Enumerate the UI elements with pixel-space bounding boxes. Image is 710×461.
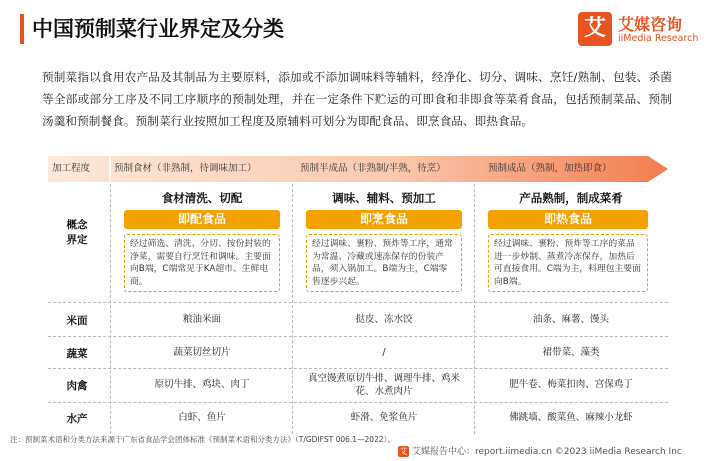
footer-credit	[398, 444, 682, 457]
divider	[110, 184, 111, 434]
row-label-meat-poultry: 肉禽	[66, 380, 88, 392]
category-pill-ready-to-cook: 即烹食品	[306, 210, 462, 229]
header-col-2: 预制半成品（非熟制/半熟，待烹）	[300, 163, 446, 174]
category-pill-ready-to-heat: 即热食品	[488, 210, 648, 229]
concept-col-1-head: 食材清洗、切配	[161, 191, 243, 205]
title-accent-bar	[20, 14, 24, 44]
concept-col-1-desc: 经过筛选、清洗、分切、按份封装的净菜，需要自行烹饪和调味。主要面向B端，C端常见于KA超市、生鲜电商。	[124, 234, 280, 292]
row-label-rice-flour: 米面	[66, 315, 88, 327]
row-label-concept: 概念 界定	[66, 219, 88, 246]
divider	[48, 402, 668, 403]
divider	[48, 302, 668, 303]
brand-logo	[578, 10, 706, 50]
logo-name-en: iiMedia Research	[618, 33, 699, 44]
table-cell: 蔬菜切丝切片	[173, 347, 231, 358]
row-label-seafood: 水产	[66, 413, 88, 425]
table-cell: 挞皮、冻水饺	[355, 314, 413, 325]
source-footnote: 注：预制菜术语和分类方法来源于广东省食品学会团体标准《预制菜术语和分类方法》（T/GDIFST 006.1—2022）。	[10, 435, 395, 444]
divider	[474, 184, 475, 434]
table-cell: 油条、麻薯、馒头	[532, 314, 609, 325]
table-cell: 白虾、鱼片	[178, 412, 226, 423]
footer-text: 艾媒报告中心：report.iimedia.cn ©2023 iiMedia Research Inc	[412, 447, 682, 457]
table-cell: 真空馒煮原切牛排、调理牛排、鸡米花、水煮肉片	[307, 373, 460, 397]
concept-col-3-desc: 经过调味、裹粉、预炸等工序的菜品进一步炒制、蒸煮冷冻保存，加热后可直接食用。C端为主，料理包主要面向B端。	[488, 234, 648, 292]
row-label-vegetables: 蔬菜	[66, 348, 88, 360]
header-label: 加工程度	[52, 163, 91, 174]
concept-col-2	[294, 184, 474, 302]
table-cell: 虾滑、免浆鱼片	[350, 412, 418, 423]
divider	[48, 368, 668, 369]
table-cell: 肥牛卷、梅菜扣肉、宫保鸡丁	[509, 379, 633, 390]
intro-paragraph: 预制菜指以食用农产品及其制品为主要原料，添加或不添加调味料等辅料，经净化、切分、调味、烹饪/熟制、包装、杀菌等全部或部分工序及不同工序顺序的预制处理，并在一定条件下贮运的可即食和非即食等菜肴食品，包括预制菜品、预制汤羹和预制餐食。预制菜行业按照加工程度及原辅料可划分为即配食品、即烹食品、即热食品。	[42, 70, 672, 128]
concept-col-3	[476, 184, 666, 302]
header-col-3: 预制成品（熟制，加热即食）	[488, 163, 612, 174]
table-cell: 裙带菜、藻类	[542, 347, 600, 358]
concept-col-2-desc: 经过调味、裹粉、预炸等工序，通常为常温、冷藏或速冻保存的份装产品，须入锅加工。B端为主，C端零售逐步兴起。	[306, 234, 462, 292]
header-col-1: 预制食材（非熟制，待调味加工）	[114, 163, 257, 174]
concept-col-3-head: 产品熟制，制成菜肴	[519, 191, 623, 205]
table-cell: /	[382, 347, 386, 358]
footer-logo-icon: 艾	[399, 447, 408, 456]
divider	[48, 336, 668, 337]
category-pill-ready-to-cook-ingredients: 即配食品	[124, 210, 280, 229]
page-title: 中国预制菜行业界定及分类	[32, 17, 284, 41]
divider	[292, 184, 293, 434]
table-cell: 粮油米面	[182, 314, 221, 325]
logo-mark-icon: 艾	[578, 12, 612, 46]
logo-name-cn: 艾媒咨询	[618, 15, 683, 34]
concept-col-1	[112, 184, 292, 302]
concept-col-2-head: 调味、辅料、预加工	[332, 191, 436, 205]
processing-level-header	[48, 156, 668, 182]
table-cell: 原切牛排、鸡块、肉丁	[154, 379, 250, 390]
table-cell: 佛跳墙、酸菜鱼、麻辣小龙虾	[509, 412, 633, 423]
